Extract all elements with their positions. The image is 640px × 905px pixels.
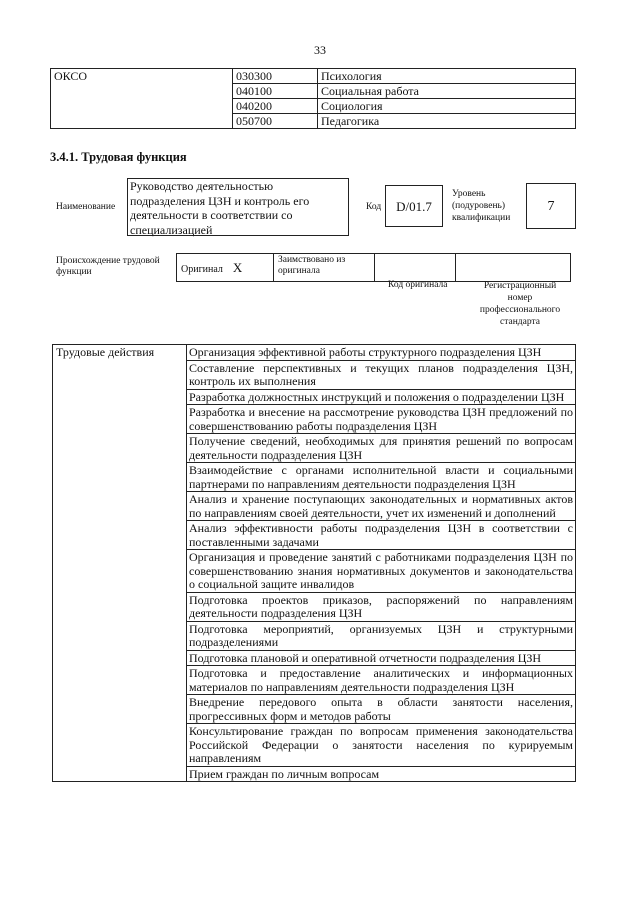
labor-action-item: Подготовка проектов приказов, распоряжений по направлениям деятельности подразделения ЦЗН [187, 592, 576, 621]
function-name-box [127, 178, 349, 236]
labor-action-item: Организация и проведение занятий с работниками подразделения ЦЗН по совершенствованию знания нормативных документов и законодательства о социальной защите инвалидов [187, 550, 576, 593]
labor-action-item: Анализ и хранение поступающих законодательных и нормативных актов по направлениям своей деятельности, учет их изменений и дополнений [187, 492, 576, 521]
okso-code: 050700 [233, 114, 318, 129]
labor-action-row [53, 345, 576, 361]
okso-name: Психология [318, 69, 576, 84]
origin-label-line: функции [56, 267, 92, 277]
labor-action-item: Консультирование граждан по вопросам применения законодательства Российской Федерации о занятости населения по курируемым направлениям [187, 724, 576, 767]
code-original-cell [375, 254, 456, 282]
okso-code: 040200 [233, 99, 318, 114]
labor-action-item: Разработка и внесение на рассмотрение руководства ЦЗН предложений по совершенствованию работы подразделения ЦЗН [187, 405, 576, 434]
origin-row [177, 254, 571, 282]
labor-action-item: Прием граждан по личным вопросам [187, 766, 576, 782]
labor-action-item: Подготовка и предоставление аналитических и информационных материалов по направлениям деятельности подразделения ЦЗН [187, 666, 576, 695]
labor-action-item: Составление перспективных и текущих планов подразделения ЦЗН, контроль их выполнения [187, 360, 576, 389]
okso-name: Педагогика [318, 114, 576, 129]
labor-action-item: Анализ эффективности работы подразделения ЦЗН в соответствии с поставленными задачами [187, 521, 576, 550]
original-label: Оригинал [181, 263, 223, 275]
reg-number-cell [456, 254, 571, 282]
okso-name: Социальная работа [318, 84, 576, 99]
function-code-box: D/01.7 [385, 185, 443, 227]
level-box: 7 [526, 183, 576, 229]
code-label: Код [366, 202, 382, 212]
labor-action-item: Подготовка плановой и оперативной отчетности подразделения ЦЗН [187, 650, 576, 666]
okso-row [51, 69, 576, 84]
reg-number-label-line: номер [507, 293, 533, 303]
original-cell [177, 254, 274, 282]
okso-table [50, 68, 576, 129]
reg-number-label-line: Регистрационный [483, 281, 557, 291]
level-label-line: квалификации [452, 213, 511, 223]
page-number: 33 [314, 43, 326, 57]
origin-label [56, 256, 176, 278]
labor-action-item: Взаимодействие с органами исполнительной власти и социальными партнерами по направлениям деятельности подразделения ЦЗН [187, 463, 576, 492]
okso-code: 040100 [233, 84, 318, 99]
labor-actions-table [52, 344, 576, 782]
origin-table [176, 253, 571, 282]
labor-action-item: Организация эффективной работы структурного подразделения ЦЗН [187, 345, 576, 361]
labor-action-item: Внедрение передового опыта в области занятости населения, прогрессивных форм и методов работы [187, 695, 576, 724]
labor-action-item: Получение сведений, необходимых для принятия решений по вопросам деятельности подразделения ЦЗН [187, 434, 576, 463]
function-name-line: Руководство деятельностью [130, 179, 274, 193]
level-label-line: (подуровень) [452, 201, 506, 211]
level-label [452, 188, 524, 224]
section-title: 3.4.1. Трудовая функция [50, 150, 187, 164]
function-name-line: подразделения ЦЗН и контроль его [130, 193, 310, 208]
code-original-label: Код оригинала [388, 280, 448, 290]
level-label-line: Уровень [452, 189, 486, 199]
labor-action-item: Подготовка мероприятий, организуемых ЦЗН и структурными подразделениями [187, 621, 576, 650]
okso-code: 030300 [233, 69, 318, 84]
borrowed-cell [274, 254, 375, 282]
reg-number-label-line: стандарта [500, 317, 540, 327]
function-name-line: специализацией [130, 222, 213, 237]
reg-number-label [466, 280, 574, 328]
origin-label-line: Происхождение трудовой [56, 256, 160, 266]
borrowed-label-line: Заимствовано из [278, 255, 346, 265]
function-name-line: деятельности в соответствии со [130, 208, 293, 222]
name-label: Наименование [56, 202, 116, 212]
borrowed-label-line: оригинала [278, 266, 320, 276]
labor-action-item: Разработка должностных инструкций и положения о подразделении ЦЗН [187, 389, 576, 405]
reg-number-label-line: профессионального [479, 305, 561, 315]
okso-label: ОКСО [51, 69, 233, 129]
labor-actions-category: Трудовые действия [53, 345, 187, 782]
okso-name: Социология [318, 99, 576, 114]
original-mark: X [232, 259, 243, 275]
